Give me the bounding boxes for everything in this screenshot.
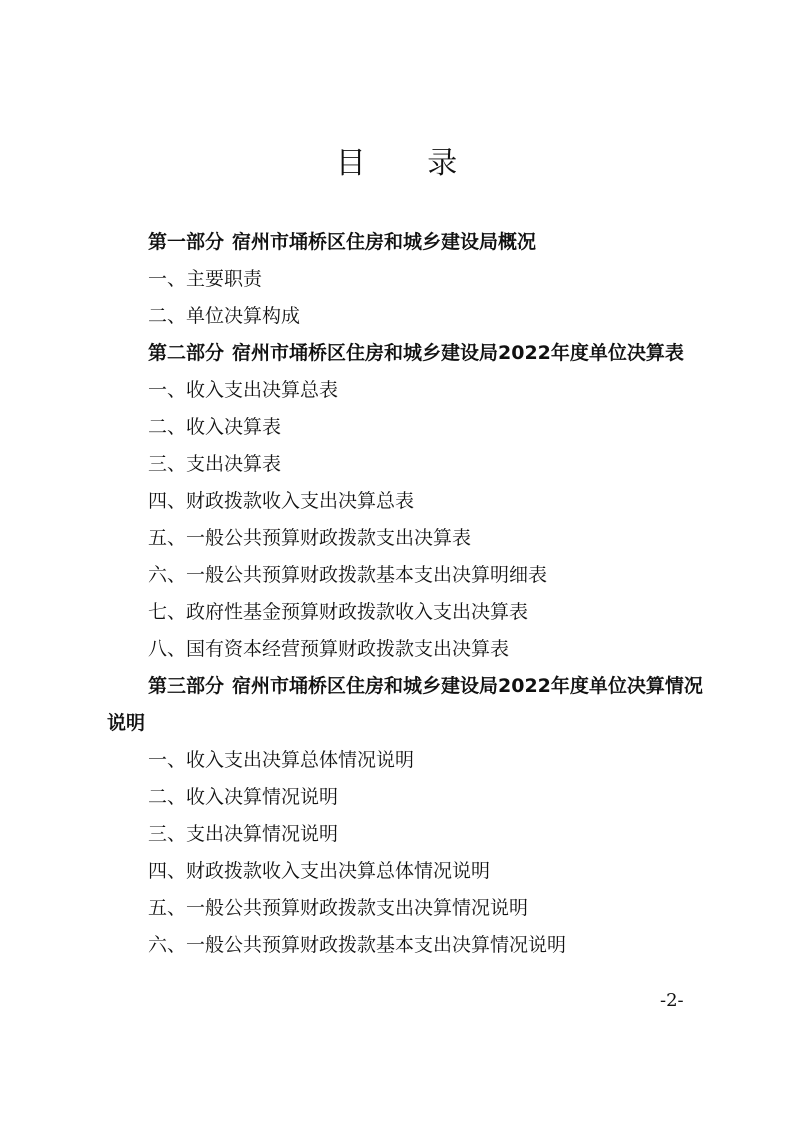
toc-item: 二、收入决算情况说明 bbox=[148, 786, 339, 808]
toc-item: 五、一般公共预算财政拨款支出决算表 bbox=[148, 527, 472, 549]
toc-item: 三、支出决算情况说明 bbox=[148, 823, 339, 845]
section-heading-3 bbox=[107, 668, 707, 742]
page-number: -2- bbox=[660, 990, 684, 1011]
toc-item: 一、主要职责 bbox=[148, 268, 263, 290]
toc-item: 二、单位决算构成 bbox=[148, 305, 301, 327]
toc-item: 二、收入决算表 bbox=[148, 416, 282, 438]
toc-item: 八、国有资本经营预算财政拨款支出决算表 bbox=[148, 638, 510, 660]
section-heading-1 bbox=[107, 224, 707, 261]
section-heading-2 bbox=[107, 335, 707, 372]
section-label: 第三部分 bbox=[148, 675, 225, 697]
toc-item: 五、一般公共预算财政拨款支出决算情况说明 bbox=[148, 897, 529, 919]
toc-item: 六、一般公共预算财政拨款基本支出决算明细表 bbox=[148, 564, 548, 586]
toc-item: 四、财政拨款收入支出决算总表 bbox=[148, 490, 415, 512]
toc-item: 七、政府性基金预算财政拨款收入支出决算表 bbox=[148, 601, 529, 623]
section-title: 宿州市埇桥区住房和城乡建设局2022年度单位决算表 bbox=[232, 342, 684, 364]
section-title: 宿州市埇桥区住房和城乡建设局2022年度单位决算情况说明 bbox=[107, 675, 703, 734]
section-title: 宿州市埇桥区住房和城乡建设局概况 bbox=[232, 231, 537, 253]
toc-item: 六、一般公共预算财政拨款基本支出决算情况说明 bbox=[148, 934, 567, 956]
section-label: 第一部分 bbox=[148, 231, 225, 253]
section-label: 第二部分 bbox=[148, 342, 225, 364]
toc-item: 四、财政拨款收入支出决算总体情况说明 bbox=[148, 860, 491, 882]
toc-item: 三、支出决算表 bbox=[148, 453, 282, 475]
page-title: 目 录 bbox=[335, 146, 484, 181]
table-of-contents bbox=[107, 224, 707, 964]
toc-item: 一、收入支出决算总表 bbox=[148, 379, 339, 401]
toc-item: 一、收入支出决算总体情况说明 bbox=[148, 749, 415, 771]
